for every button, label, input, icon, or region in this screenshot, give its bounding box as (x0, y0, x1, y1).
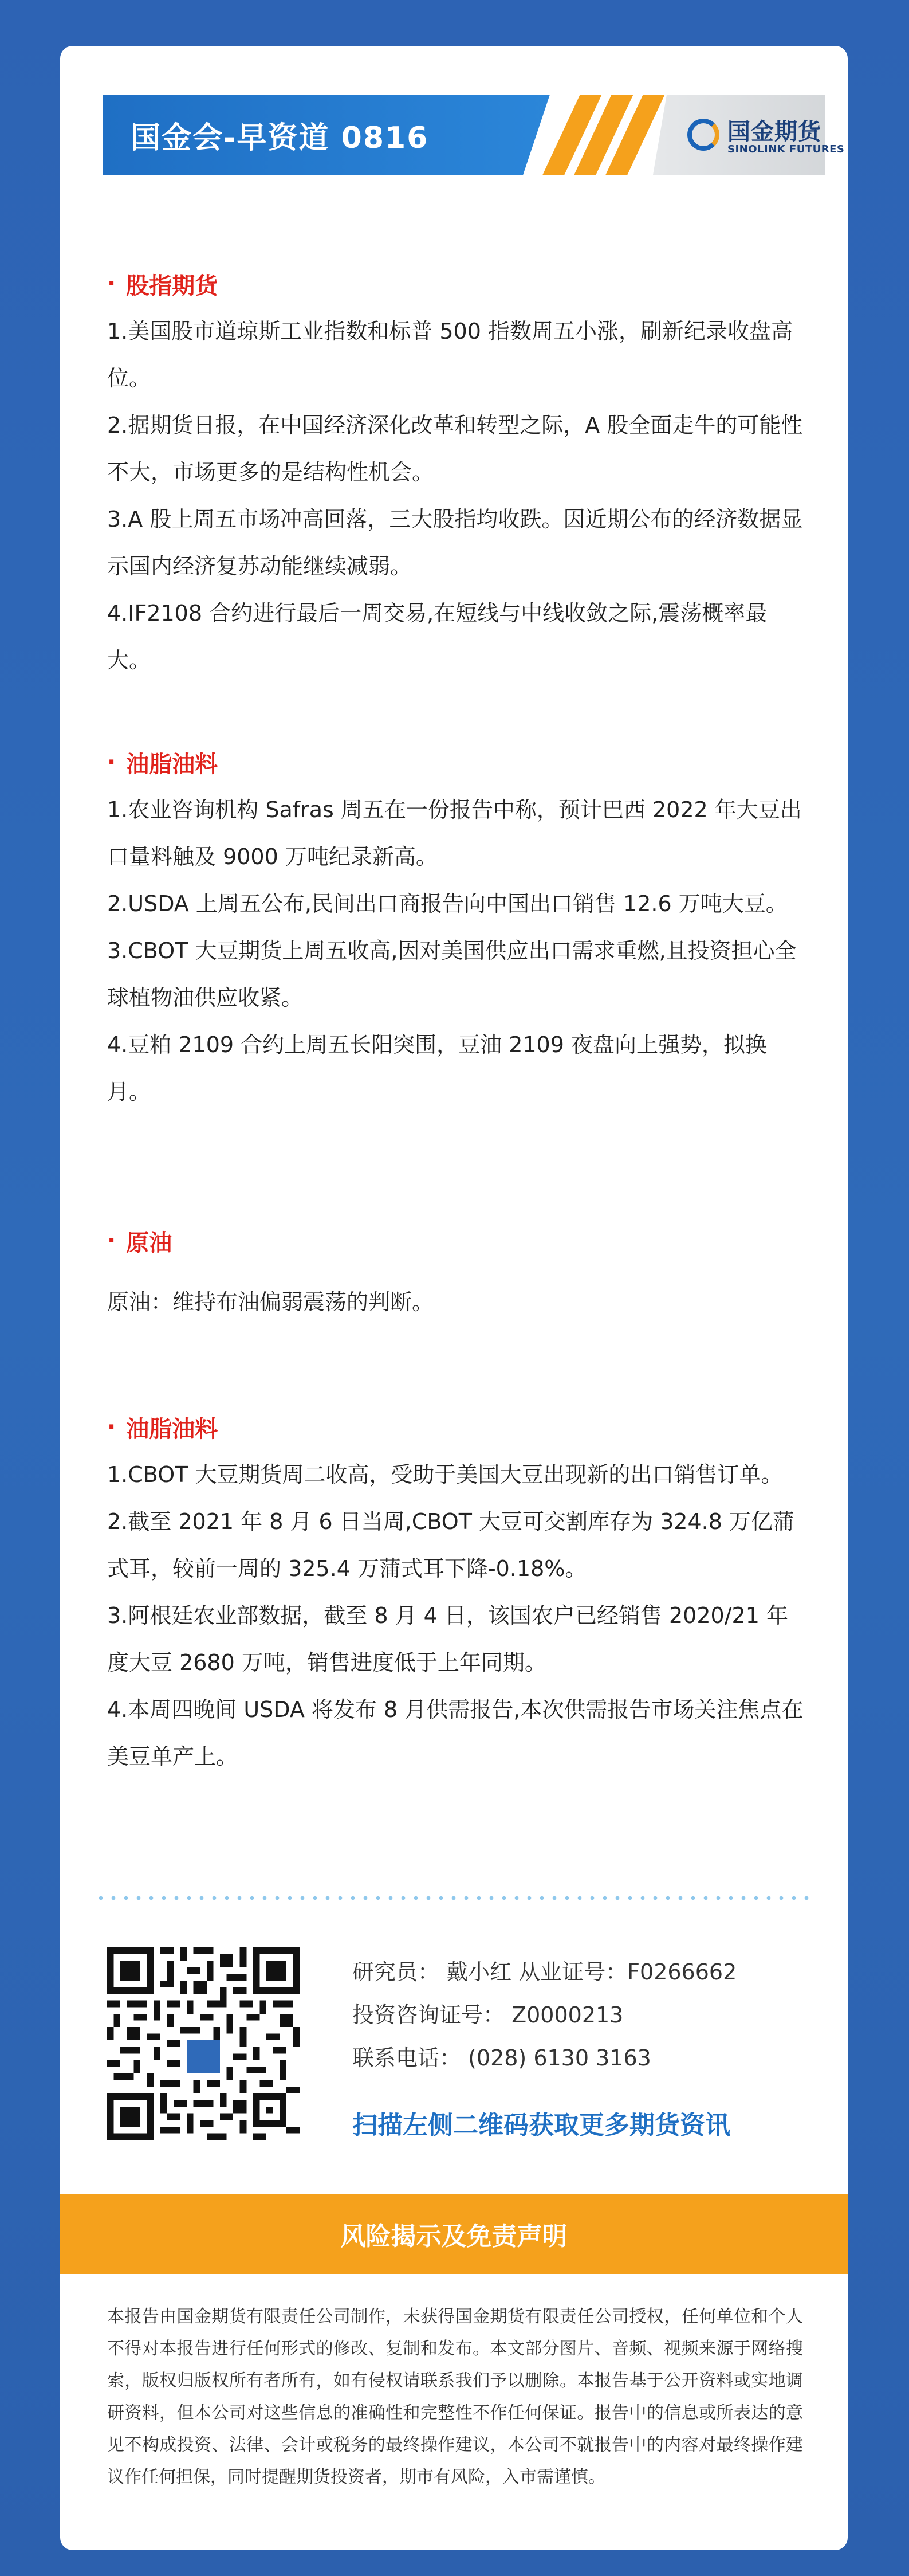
section-title (107, 1224, 806, 1258)
paragraph: 2.据期货日报，在中国经济深化改革和转型之际，A 股全面走牛的可能性不大，市场更多的是结构性机会。 (107, 413, 803, 485)
section-crude-oil (107, 1224, 806, 1326)
phone-info: 联系电话： (028) 6130 3163 (352, 2045, 651, 2071)
paragraph: 3.阿根廷农业部数据，截至 8 月 4 日，该国农户已经销售 2020/21 年度大豆 2680 万吨，销售进度低于上年同期。 (107, 1603, 788, 1675)
risk-disclosure-title: 风险揭示及免责声明 (340, 2222, 568, 2251)
section-oils-oilseeds-2 (107, 1410, 806, 1780)
risk-disclosure-banner (60, 2194, 848, 2274)
paragraph: 1.农业咨询机构 Safras 周五在一份报告中称，预计巴西 2022 年大豆出口量料触及 9000 万吨纪录新高。 (107, 797, 802, 869)
dotted-divider (95, 1896, 813, 1900)
license-info: 投资咨询证号： Z0000213 (352, 2002, 624, 2028)
section-title-text: 股指期货 (126, 272, 218, 299)
section-title-text: 油脂油料 (126, 1416, 218, 1442)
qr-code[interactable] (107, 1947, 300, 2140)
paragraph: 3.A 股上周五市场冲高回落，三大股指均收跌。因近期公布的经济数据显示国内经济复苏动能继续减弱。 (107, 507, 803, 579)
bullet-dot-icon: · (107, 1228, 116, 1254)
bullet-dot-icon: · (107, 749, 116, 775)
logo-name-en: SINOLINK FUTURES (727, 143, 845, 155)
scan-prompt: 扫描左侧二维码获取更多期货资讯 (352, 2111, 730, 2140)
section-stock-index (107, 266, 806, 684)
paragraph: 4.IF2108 合约进行最后一周交易,在短线与中线收敛之际,震荡概率最大。 (107, 601, 768, 673)
paragraph: 4.本周四晚间 USDA 将发布 8 月供需报告,本次供需报告市场关注焦点在美豆单产上。 (107, 1697, 804, 1769)
paragraph: 2.USDA 上周五公布,民间出口商报告向中国出口销售 12.6 万吨大豆。 (107, 891, 788, 916)
report-card (60, 46, 848, 2550)
researcher-info: 研究员： 戴小红 从业证号：F0266662 (352, 1959, 737, 1985)
paragraph: 1.CBOT 大豆期货周二收高，受助于美国大豆出现新的出口销售订单。 (107, 1462, 783, 1487)
section-title-text: 油脂油料 (126, 751, 218, 778)
bullet-dot-icon: · (107, 270, 116, 297)
disclaimer-text: 本报告由国金期货有限责任公司制作，未获得国金期货有限责任公司授权，任何单位和个人不得对本报告进行任何形式的修改、复制和发布。本文部分图片、音频、视频来源于网络搜索，版权归版权所有者所有，如有侵权请联系我们予以删除。本报告基于公开资料或实地调研资料，但本公司对这些信息的准确性和完整性不作任何保证。报告中的信息或所表达的意见不构成投资、法律、会计或税务的最终操作建议，本公司不就报告中的内容对最终操作建议作任何担保，同时提醒期货投资者，期市有风险，入市需谨慎。 (107, 2307, 803, 2487)
paragraph: 原油：维持布油偏弱震荡的判断。 (107, 1289, 434, 1315)
report-title: 国金会-早资道 0816 (131, 120, 429, 155)
section-title-text: 原油 (126, 1229, 172, 1256)
section-oils-oilseeds (107, 745, 806, 1115)
section-title (107, 1410, 806, 1444)
bullet-dot-icon: · (107, 1414, 116, 1440)
paragraph: 3.CBOT 大豆期货上周五收高,因对美国供应出口需求重燃,且投资担心全球植物油供应收紧。 (107, 938, 797, 1010)
paragraph: 4.豆粕 2109 合约上周五长阳突围，豆油 2109 夜盘向上强势，拟换月。 (107, 1032, 767, 1104)
section-title (107, 266, 806, 301)
paragraph: 2.截至 2021 年 8 月 6 日当周,CBOT 大豆可交割库存为 324.8 万亿蒲式耳，较前一周的 325.4 万蒲式耳下降-0.18%。 (107, 1509, 794, 1581)
section-title (107, 745, 806, 779)
paragraph: 1.美国股市道琼斯工业指数和标普 500 指数周五小涨，刷新纪录收盘高位。 (107, 319, 793, 391)
logo-name-cn: 国金期货 (727, 119, 821, 145)
company-logo-icon (687, 119, 719, 151)
qr-code-icon (107, 1947, 300, 2140)
